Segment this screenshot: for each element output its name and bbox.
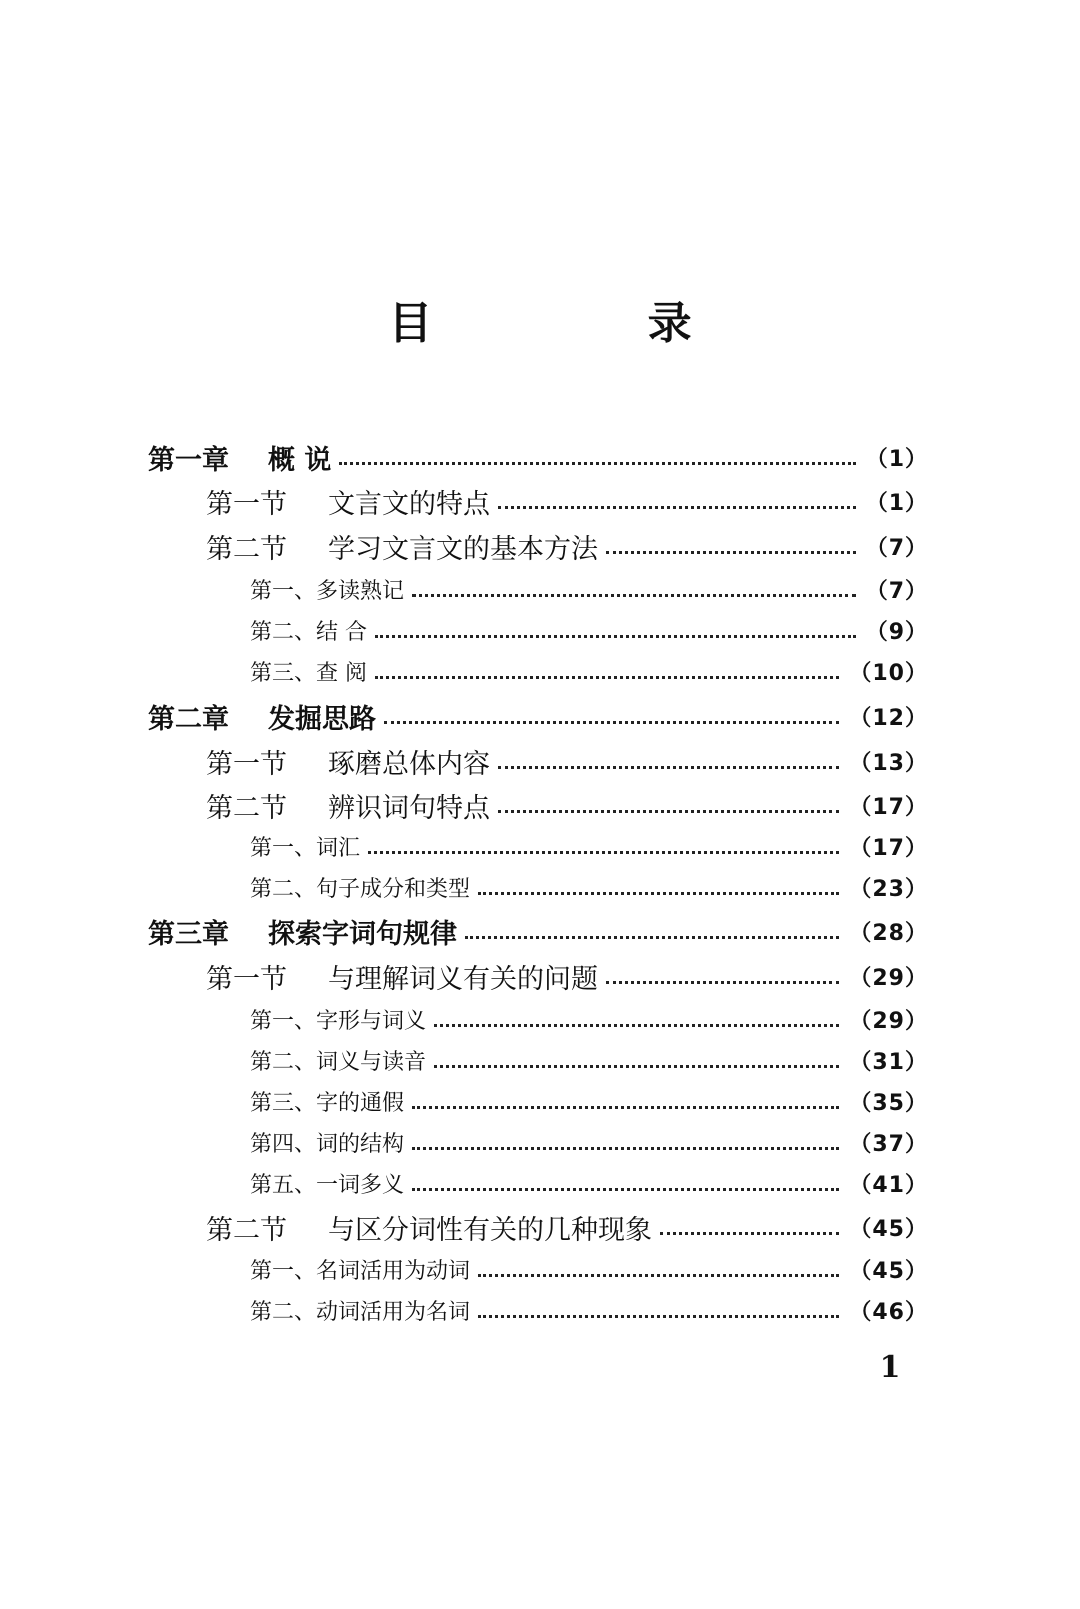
toc-entry-label: 辨识词句特点 — [328, 792, 490, 824]
page-number: 1 — [879, 1350, 901, 1385]
toc-entry-item — [250, 1001, 928, 1037]
toc-entry-section — [206, 526, 928, 566]
toc-dot-leader — [412, 1188, 839, 1191]
toc-entry-page: （31） — [849, 1049, 928, 1075]
toc-entry-section — [206, 785, 928, 825]
toc-entry-page: （7） — [865, 535, 928, 561]
toc-entry-page: （13） — [849, 750, 928, 776]
toc-entry-page: （29） — [849, 965, 928, 991]
toc-dot-leader — [465, 936, 839, 939]
toc-entry-label: 发掘思路 — [268, 703, 376, 735]
toc-entry-page: （1） — [865, 446, 928, 472]
toc-entry-page: （9） — [865, 619, 928, 645]
toc-entry-section — [206, 956, 928, 996]
toc-entry-page: （28） — [849, 920, 928, 946]
toc-entry-number: 第一节 — [206, 748, 287, 780]
toc-entry-page: （17） — [849, 794, 928, 820]
toc-dot-leader — [412, 1106, 839, 1109]
toc-entry-item — [250, 612, 928, 648]
toc-entry-chapter-1 — [148, 437, 928, 477]
toc-entry-label: 第五、一词多义 — [250, 1172, 405, 1198]
toc-dot-leader — [375, 635, 856, 638]
toc-entry-number: 第三章 — [148, 918, 229, 950]
page-title: 目 录 — [388, 298, 792, 349]
toc-dot-leader — [478, 892, 839, 895]
toc-dot-leader — [368, 851, 839, 854]
toc-entry-number: 第二节 — [206, 792, 287, 824]
toc-entry-label: 概 说 — [268, 444, 332, 476]
toc-dot-leader — [478, 1274, 839, 1277]
toc-entry-page: （46） — [849, 1299, 928, 1325]
toc-dot-leader — [498, 506, 856, 509]
toc-dot-leader — [434, 1024, 839, 1027]
toc-dot-leader — [412, 594, 856, 597]
toc-entry-label: 探索字词句规律 — [268, 918, 457, 950]
toc-entry-item — [250, 1292, 928, 1328]
toc-entry-item — [250, 1251, 928, 1287]
toc-entry-label: 第三、字的通假 — [250, 1090, 405, 1116]
toc-entry-label: 第二、词义与读音 — [250, 1049, 427, 1075]
toc-dot-leader — [412, 1147, 839, 1150]
toc-entry-label: 与区分词性有关的几种现象 — [328, 1214, 652, 1246]
toc-entry-section — [206, 741, 928, 781]
toc-entry-number: 第一章 — [148, 444, 229, 476]
toc-dot-leader — [434, 1065, 839, 1068]
toc-entry-page: （45） — [849, 1258, 928, 1284]
toc-entry-label: 第一、词汇 — [250, 835, 361, 861]
toc-entry-label: 学习文言文的基本方法 — [328, 533, 598, 565]
toc-entry-label: 第三、查 阅 — [250, 660, 367, 686]
toc-entry-section — [206, 1207, 928, 1247]
toc-dot-leader — [498, 766, 839, 769]
toc-entry-label: 文言文的特点 — [328, 488, 490, 520]
toc-entry-label: 第一、名词活用为动词 — [250, 1258, 471, 1284]
toc-entry-number: 第一节 — [206, 488, 287, 520]
toc-entry-number: 第二节 — [206, 533, 287, 565]
toc-entry-page: （23） — [849, 876, 928, 902]
toc-dot-leader — [606, 551, 856, 554]
toc-entry-label: 第四、词的结构 — [250, 1131, 405, 1157]
toc-entry-label: 第一、多读熟记 — [250, 578, 405, 604]
toc-dot-leader — [478, 1315, 839, 1318]
toc-entry-number: 第二节 — [206, 1214, 287, 1246]
toc-entry-item — [250, 1042, 928, 1078]
toc-entry-item — [250, 1083, 928, 1119]
toc-entry-chapter-3 — [148, 911, 928, 951]
toc-entry-item — [250, 1165, 928, 1201]
toc-entry-page: （12） — [849, 705, 928, 731]
toc-entry-page: （1） — [865, 490, 928, 516]
toc-entry-page: （45） — [849, 1216, 928, 1242]
toc-entry-label: 第二、动词活用为名词 — [250, 1299, 471, 1325]
toc-entry-page: （37） — [849, 1131, 928, 1157]
toc-entry-item — [250, 828, 928, 864]
toc-entry-page: （7） — [865, 578, 928, 604]
toc-dot-leader — [339, 462, 855, 465]
toc-entry-label: 与理解词义有关的问题 — [328, 963, 598, 995]
toc-entry-page: （17） — [849, 835, 928, 861]
toc-entry-number: 第一节 — [206, 963, 287, 995]
toc-entry-page: （41） — [849, 1172, 928, 1198]
toc-entry-page: （35） — [849, 1090, 928, 1116]
toc-dot-leader — [384, 721, 839, 724]
toc-entry-label: 第一、字形与词义 — [250, 1008, 427, 1034]
toc-entry-page: （29） — [849, 1008, 928, 1034]
toc-entry-label: 第二、结 合 — [250, 619, 367, 645]
toc-entry-page: （10） — [849, 660, 928, 686]
toc-dot-leader — [375, 676, 839, 679]
toc-dot-leader — [498, 810, 839, 813]
toc-dot-leader — [660, 1232, 839, 1235]
toc-entry-item — [250, 653, 928, 689]
toc-entry-chapter-2 — [148, 696, 928, 736]
toc-entry-label: 第二、句子成分和类型 — [250, 876, 471, 902]
toc-entry-item — [250, 571, 928, 607]
toc-entry-number: 第二章 — [148, 703, 229, 735]
toc-entry-item — [250, 1124, 928, 1160]
toc-entry-item — [250, 869, 928, 905]
toc-dot-leader — [606, 981, 839, 984]
toc-entry-label: 琢磨总体内容 — [328, 748, 490, 780]
toc-entry-section — [206, 481, 928, 521]
